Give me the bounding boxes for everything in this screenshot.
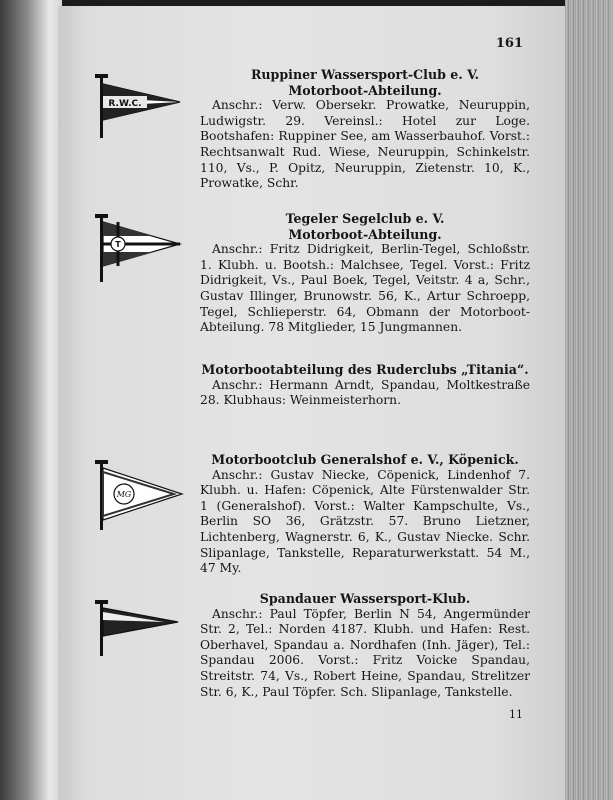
entry-body: Anschr.: Gustav Niecke, Cöpenick, Lindenhof 7. Klubh. u. Hafen: Cöpenick, Alte Fürstenwalder Str. 1 (Generalshof). Vorst.: Walter Kampschulte, Vs., Berlin SO 36, Grätzstr. 57. Bruno Lietzner, Lichtenberg, Wagnerstr. 6, K., Gustav Niecke. Schr. Slipanlage, Tankstelle, Reparaturwerkstatt. 54 M., 47 My. [200,467,530,576]
spandau-pennant-icon [94,598,184,658]
entry-motorbootclub-generalshof [200,452,530,577]
page-stack-edge [565,0,613,800]
entry-body: Anschr.: Verw. Obersekr. Prowatke, Neuruppin, Ludwigstr. 29. Vereinsl.: Hotel zur Loge. Bootshafen: Ruppiner See, am Wasserbauhof. Vorst.: Rechtsanwalt Rud. Wiese, Neuruppin, Schinkelstr. 110, Vs., P. Opitz, Neuruppin, Zietenstr. 10, K., Prowatke, Schr. [200,98,530,191]
entry-title-line: Tegeler Segelclub e. V. [285,211,445,226]
generalshof-pennant-icon [94,458,184,532]
entry-spandauer-wassersport-klub [200,591,530,700]
entry-ruppiner-wassersport-club [200,67,530,192]
entry-subtitle-line: Motorboot-Abteilung. [288,82,442,98]
entry-title-line: Motorbootclub Generalshof e. V., Köpenick. [211,452,519,467]
entry-body: Anschr.: Hermann Arndt, Spandau, Moltkestraße 28. Klubhaus: Weinmeisterhorn. [200,377,530,408]
pennant-label: MG [116,490,132,499]
entry-subtitle-line: Motorboot-Abteilung. [288,226,442,242]
entry-tegeler-segelclub [200,211,530,336]
page-number: 161 [495,36,523,51]
pennant-label: T [115,240,121,249]
entry-motorbootabteilung-titania [200,362,530,409]
rwc-pennant-icon [94,72,184,140]
book-page [58,6,565,800]
facing-page-edge [0,0,62,800]
entry-title-line: Ruppiner Wassersport-Club e. V. [250,67,480,82]
entry-body: Anschr.: Paul Töpfer, Berlin N 54, Angermünder Str. 2, Tel.: Norden 4187. Klubh. und Hafen: Rest. Oberhavel, Spandau a. Nordhafen (Inh. Jäger), Tel.: Spandau 2006. Vorst.: Fritz Voicke Spandau, Streitstr. 74, Vs., Robert Heine, Spandau, Strelitzer Str. 6, K., Paul Töpfer. Sch. Slipanlage, Tankstelle. [200,606,530,699]
entry-title-line: Motorbootabteilung des Ruderclubs „Titania“. [201,362,529,377]
entry-body: Anschr.: Fritz Didrigkeit, Berlin-Tegel, Schloßstr. 1. Klubh. u. Bootsh.: Malchsee, Tegel. Vorst.: Fritz Didrigkeit, Vs., Paul Boek, Tegel, Veitstr. 4 a, Schr., Gustav Illinger, Brunowstr. 56, K., Artur Schroepp, Tegel, Schlieperstr. 64, Obmann der Motorboot-Abteilung. 78 Mitglieder, 15 Jungmannen. [200,242,530,335]
entry-title-line: Spandauer Wassersport-Klub. [259,591,471,606]
pennant-label: R.W.C. [108,99,142,109]
tegel-pennant-icon [94,212,184,284]
signature-number: 11 [509,708,523,721]
